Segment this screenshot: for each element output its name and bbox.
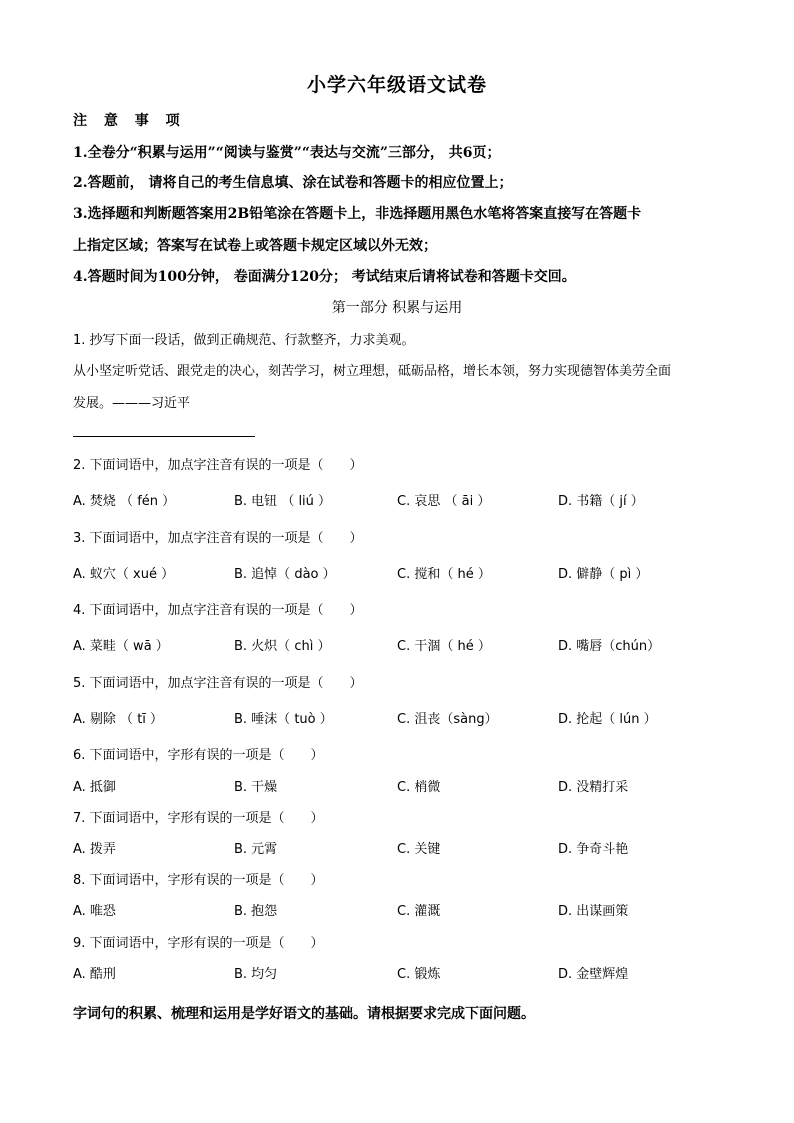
option-b[interactable]: B. 抱怨: [234, 904, 278, 919]
question-stem: 4. 下面词语中，加点字注音有误的一项是（ ）: [73, 603, 363, 618]
notice-heading: 注 意 事 项: [73, 113, 186, 129]
option-a[interactable]: A. 唯恐: [73, 904, 116, 919]
question-stem: 9. 下面词语中，字形有误的一项是（ ）: [73, 936, 324, 951]
option-a[interactable]: A. 蚁穴（ xué ）: [73, 567, 175, 582]
option-d[interactable]: D. 金壁辉煌: [558, 967, 629, 982]
option-c[interactable]: C. 关键: [397, 842, 441, 857]
question-stem: 6. 下面词语中，字形有误的一项是（ ）: [73, 748, 324, 763]
section-instruction: 字词句的积累、梳理和运用是学好语文的基础。请根据要求完成下面问题。: [73, 1006, 535, 1022]
option-b[interactable]: B. 元霄: [234, 842, 278, 857]
option-d[interactable]: D. 嘴唇（chún）: [558, 639, 661, 654]
option-a[interactable]: A. 剔除 （ tī ）: [73, 712, 164, 727]
option-c[interactable]: C. 梢微: [397, 780, 441, 795]
question-stem: 3. 下面词语中，加点字注音有误的一项是（ ）: [73, 531, 363, 546]
option-d[interactable]: D. 僻静（ pì ）: [558, 567, 649, 582]
option-c[interactable]: C. 干涸（ hé ）: [397, 639, 491, 654]
option-b[interactable]: B. 火炽（ chì ）: [234, 639, 331, 654]
option-b[interactable]: B. 追悼（ dào ）: [234, 567, 336, 582]
notice-item: 2.答题前， 请将自己的考生信息填、涂在试卷和答题卡的相应位置上；: [73, 175, 513, 191]
option-d[interactable]: D. 没精打采: [558, 780, 629, 795]
question-stem: 8. 下面词语中，字形有误的一项是（ ）: [73, 873, 324, 888]
option-a[interactable]: A. 拨弄: [73, 842, 116, 857]
notice-item: 4.答题时间为100分钟， 卷面满分120分； 考试结束后请将试卷和答题卡交回。: [73, 269, 576, 285]
copy-passage: 从小坚定听党话、跟党走的决心，刻苦学习，树立理想，砥砺品格，增长本领，努力实现德智体美劳全面: [73, 364, 672, 379]
option-a[interactable]: A. 菜畦（ wā ）: [73, 639, 169, 654]
option-c[interactable]: C. 锻炼: [397, 967, 441, 982]
option-c[interactable]: C. 灌溉: [397, 904, 441, 919]
question-stem: 5. 下面词语中，加点字注音有误的一项是（ ）: [73, 676, 363, 691]
option-b[interactable]: B. 唾沫（ tuò ）: [234, 712, 333, 727]
option-a[interactable]: A. 焚烧 （ fén ）: [73, 494, 176, 509]
option-c[interactable]: C. 搅和（ hé ）: [397, 567, 491, 582]
page-title: 小学六年级语文试卷: [306, 74, 487, 96]
option-d[interactable]: D. 争奇斗艳: [558, 842, 629, 857]
option-d[interactable]: D. 书籍（ jí ）: [558, 494, 644, 509]
answer-line: [73, 436, 255, 437]
option-d[interactable]: D. 出谋画策: [558, 904, 629, 919]
question-stem: 7. 下面词语中，字形有误的一项是（ ）: [73, 811, 324, 826]
question-stem: 2. 下面词语中，加点字注音有误的一项是（ ）: [73, 458, 363, 473]
notice-item: 3.选择题和判断题答案用2B铅笔涂在答题卡上，非选择题用黑色水笔将答案直接写在答题卡: [73, 206, 642, 222]
section-title: 第一部分 积累与运用: [331, 300, 463, 316]
option-a[interactable]: A. 抵御: [73, 780, 116, 795]
option-b[interactable]: B. 电钮 （ liú ）: [234, 494, 332, 509]
option-c[interactable]: C. 沮丧（sàng）: [397, 712, 498, 727]
copy-passage: 发展。———习近平: [73, 396, 191, 411]
option-a[interactable]: A. 酷刑: [73, 967, 116, 982]
option-d[interactable]: D. 抡起（ lún ）: [558, 712, 657, 727]
option-c[interactable]: C. 哀思 （ āi ）: [397, 494, 491, 509]
option-b[interactable]: B. 干燥: [234, 780, 278, 795]
notice-item: 1.全卷分“积累与运用”“阅读与鉴赏”“表达与交流”三部分， 共6页；: [73, 145, 501, 161]
question-stem: 1. 抄写下面一段话，做到正确规范、行款整齐，力求美观。: [73, 333, 415, 348]
notice-item: 上指定区域；答案写在试卷上或答题卡规定区域以外无效；: [73, 238, 437, 254]
option-b[interactable]: B. 均匀: [234, 967, 278, 982]
